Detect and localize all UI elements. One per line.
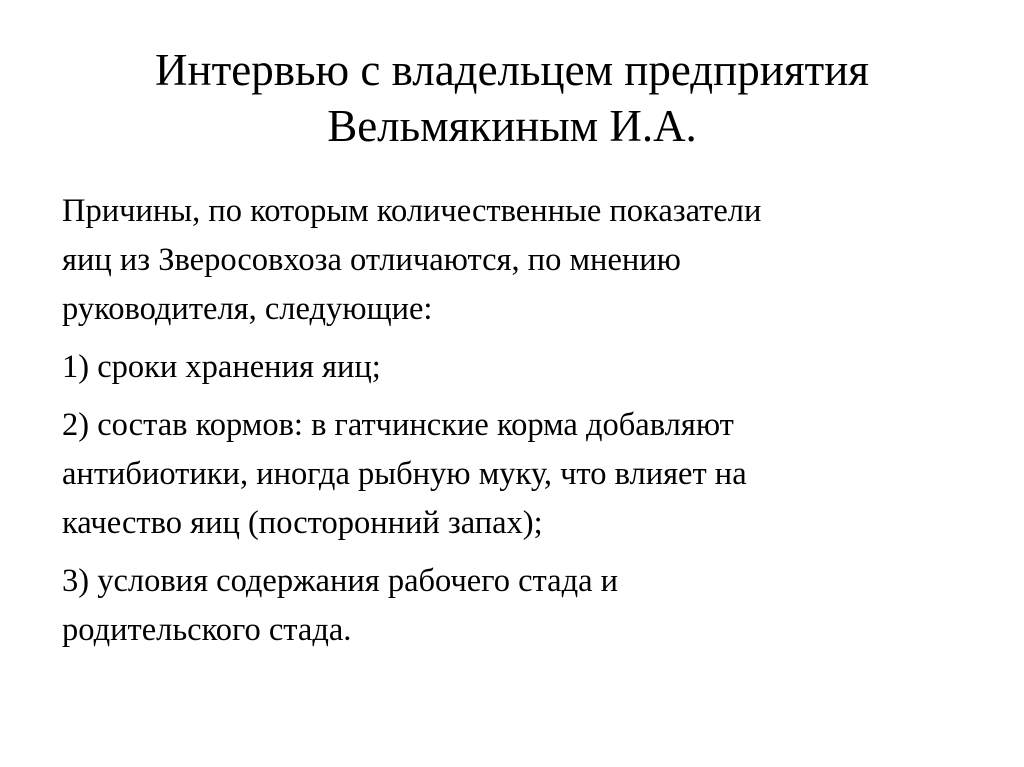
text-line: родительского стада.: [62, 612, 352, 648]
text-line: 1) сроки хранения яиц;: [62, 349, 381, 385]
text-line: качество яиц (посторонний запах);: [62, 505, 543, 541]
title-line: Вельмякиным И.А.: [327, 101, 697, 151]
text-line: руководителя, следующие:: [62, 291, 433, 327]
reason-item-3: [62, 557, 1002, 655]
text-line: 3) условия содержания рабочего стада и: [62, 563, 619, 599]
intro-paragraph: [62, 187, 1002, 334]
slide-title: [0, 42, 1024, 154]
reason-item-1: [62, 343, 1002, 392]
text-line: яиц из Зверосовхоза отличаются, по мнению: [62, 242, 681, 278]
text-line: антибиотики, иногда рыбную муку, что влияет на: [62, 456, 747, 492]
reason-item-2: [62, 401, 1002, 548]
text-line: 2) состав кормов: в гатчинские корма добавляют: [62, 407, 734, 443]
title-line: Интервью с владельцем предприятия: [155, 45, 869, 95]
text-line: Причины, по которым количественные показатели: [62, 193, 762, 229]
slide-body: [62, 187, 1002, 664]
